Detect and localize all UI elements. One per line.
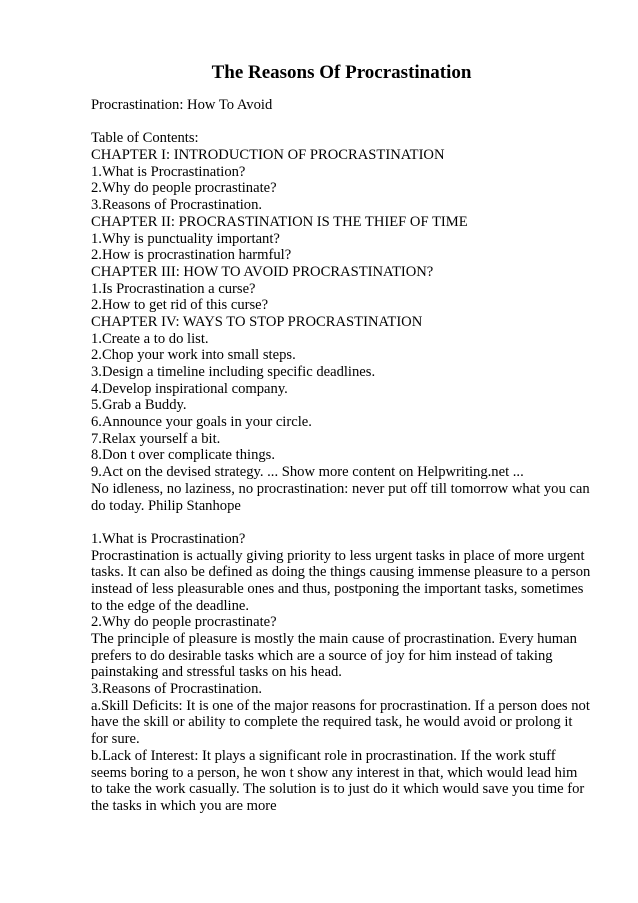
paragraph-line: to the edge of the deadline. [91, 597, 250, 614]
toc-chapter-4: CHAPTER IV: WAYS TO STOP PROCRASTINATION [91, 313, 423, 330]
paragraph-line: painstaking and stressful tasks on his head. [91, 664, 342, 681]
paragraph-line: to take the work casually. The solution is to just do it which would save you time for [91, 781, 585, 798]
paragraph-line: The principle of pleasure is mostly the main cause of procrastination. Every human [91, 631, 577, 647]
toc-item: 1.Create a to do list. [91, 330, 209, 347]
toc-item: 7.Relax yourself a bit. [91, 430, 221, 447]
paragraph-line: tasks. It can also be defined as doing the things causing immense pleasure to a person [91, 564, 591, 581]
toc-item: 2.How to get rid of this curse? [91, 297, 269, 314]
toc-heading: Table of Contents: [91, 130, 199, 147]
toc-item: 2.Why do people procrastinate? [91, 180, 277, 197]
toc-item: 3.Reasons of Procrastination. [91, 197, 263, 214]
spacer [91, 514, 591, 531]
document-title: The Reasons Of Procrastination [211, 62, 472, 83]
paragraph-line: b.Lack of Interest: It plays a significant role in procrastination. If the work stuff [91, 747, 556, 764]
toc-item: 3.Design a timeline including specific deadlines. [91, 364, 376, 380]
section-heading: 3.Reasons of Procrastination. [91, 681, 263, 698]
toc-item: 2.Chop your work into small steps. [91, 347, 296, 364]
paragraph-line: prefers to do desirable tasks which are a source of joy for him instead of taking [91, 647, 553, 664]
quote-line: do today. Philip Stanhope [91, 497, 241, 514]
quote-line: No idleness, no laziness, no procrastination: never put off till tomorrow what you can [91, 480, 590, 497]
paragraph-line: seems boring to a person, he won t show any interest in that, which would lead him [91, 764, 578, 781]
toc-chapter-1: CHAPTER I: INTRODUCTION OF PROCRASTINATION [91, 147, 445, 164]
toc-item: 8.Don t over complicate things. [91, 447, 276, 464]
toc-item: 1.What is Procrastination? [91, 163, 246, 180]
paragraph-line: Procrastination is actually giving priority to less urgent tasks in place of more urgent [91, 547, 585, 564]
toc-item: 1.Is Procrastination a curse? [91, 280, 256, 297]
toc-chapter-2: CHAPTER II: PROCRASTINATION IS THE THIEF OF TIME [91, 213, 468, 230]
toc-item: 5.Grab a Buddy. [91, 397, 187, 414]
paragraph-line: a.Skill Deficits: It is one of the major reasons for procrastination. If a person does not [91, 697, 590, 714]
document-body [91, 97, 591, 815]
paragraph-line: for sure. [91, 731, 140, 748]
toc-item: 1.Why is punctuality important? [91, 230, 280, 247]
toc-chapter-3: CHAPTER III: HOW TO AVOID PROCRASTINATION? [91, 263, 434, 280]
section-heading: 2.Why do people procrastinate? [91, 614, 277, 631]
section-heading: 1.What is Procrastination? [91, 530, 246, 547]
paragraph-line: have the skill or ability to complete the required task, he would avoid or prolong it [91, 714, 573, 731]
paragraph-line: the tasks in which you are more [91, 797, 277, 814]
spacer [91, 114, 591, 131]
toc-item: 6.Announce your goals in your circle. [91, 414, 312, 431]
toc-item: 2.How is procrastination harmful? [91, 247, 292, 264]
toc-item-show-more: 9.Act on the devised strategy. ... Show more content on Helpwriting.net ... [91, 464, 524, 481]
toc-item: 4.Develop inspirational company. [91, 380, 288, 397]
document-subtitle: Procrastination: How To Avoid [91, 97, 273, 113]
paragraph-line: instead of less pleasurable ones and thus, postponing the important tasks, sometimes [91, 580, 584, 597]
